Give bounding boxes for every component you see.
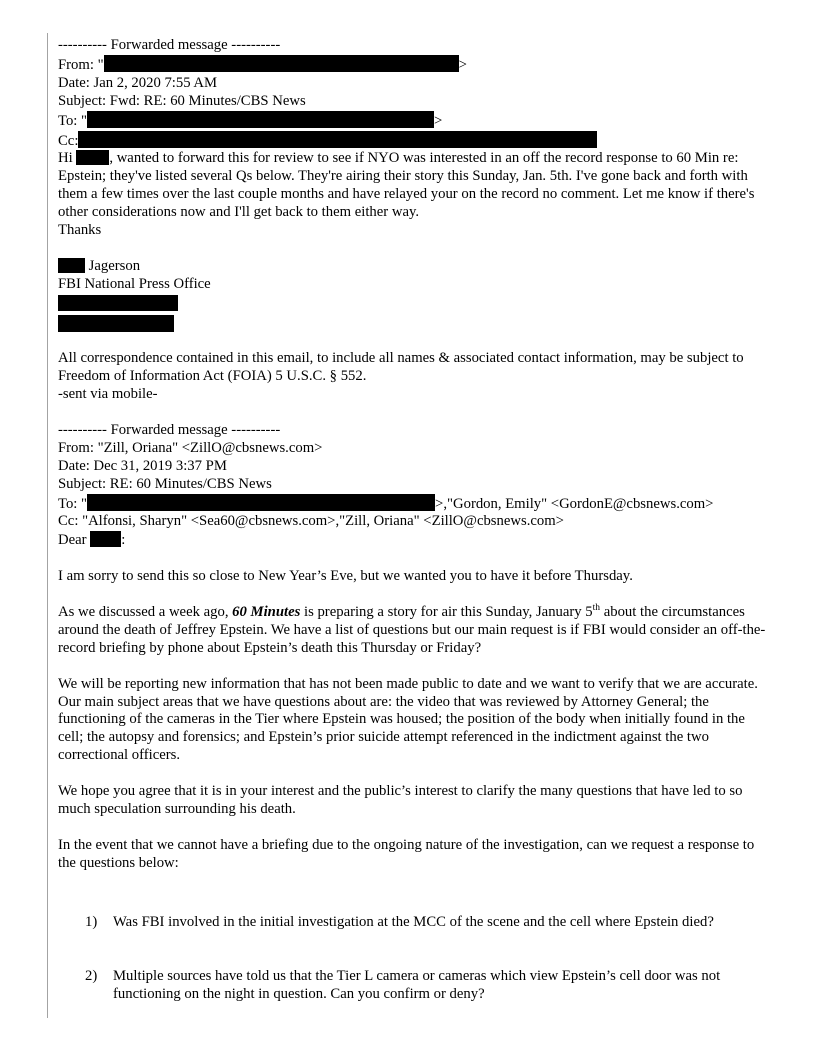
redaction-bar — [87, 111, 434, 128]
question-item — [58, 914, 772, 932]
redaction-bar — [58, 295, 178, 311]
paragraph-text: I am sorry to send this so close to New Year’s Eve, but we wanted you to have it before Thursday. — [58, 568, 633, 585]
subject-line — [58, 476, 772, 494]
redaction-bar — [76, 150, 109, 165]
left-margin-line — [47, 33, 48, 1018]
divider-text: ---------- Forwarded message ---------- — [58, 37, 281, 53]
foia-notice-text: All correspondence contained in this email, to include all names & associated contact information, may be subject to Freedom of Information Act (FOIA) 5 U.S.C. § 552. — [58, 350, 744, 385]
paragraph-text: is preparing a story for air this Sunday, January 5 — [300, 603, 593, 620]
show-title-emphasis: 60 Minutes — [232, 603, 301, 620]
cc-line — [58, 513, 772, 531]
blank-line — [58, 550, 772, 568]
question-item — [58, 968, 772, 1004]
subject-text: Subject: RE: 60 Minutes/CBS News — [58, 475, 272, 492]
signature-name: Jagerson — [85, 257, 141, 274]
from-label: From: " — [58, 56, 104, 73]
paragraph-text: We will be reporting new information that has not been made public to date and we want to verify that we are accurate. Our main subject areas that we have questions about are: the video that was reviewed by Attorney General; the functioning of the cameras in the Tier where Epstein was housed; the position of the body when initially found in the cell; the autopsy and forensics; and Epstein’s prior suicide attempt referenced in the indictment against the two correctional officers. — [58, 675, 758, 764]
to-suffix: > — [434, 112, 443, 129]
divider-text: ---------- Forwarded message ---------- — [58, 421, 281, 438]
email1-body — [58, 150, 772, 222]
signature-name-line — [58, 258, 772, 276]
date-text: Date: Dec 31, 2019 3:37 PM — [58, 457, 227, 474]
blank-line — [58, 404, 772, 422]
redaction-bar — [58, 258, 85, 273]
question-number: 1) — [85, 913, 98, 930]
blank-line — [58, 586, 772, 604]
cc-text: Cc: "Alfonsi, Sharyn" <Sea60@cbsnews.com>,"Zill, Oriana" <ZillO@cbsnews.com> — [58, 513, 564, 530]
sent-via-mobile-line — [58, 386, 772, 404]
to-line — [58, 111, 772, 131]
paragraph — [58, 676, 772, 766]
from-suffix: > — [458, 56, 467, 73]
paragraph — [58, 837, 772, 873]
to-suffix: >,"Gordon, Emily" <GordonE@cbsnews.com> — [435, 495, 714, 512]
blank-line — [58, 240, 772, 258]
signature-office-line — [58, 276, 772, 294]
question-number: 2) — [85, 968, 98, 985]
paragraph-text: We hope you agree that it is in your interest and the public’s interest to clarify the many questions that have led to so much speculation surrounding his death. — [58, 783, 743, 817]
body-text: , wanted to forward this for review to see if NYO was interested in an off the record response to 60 Min re: Epstein; they've listed several Qs below. They're airing their story this Sunday, Jan. 5th. I've gone back and forth with them a few times over the last couple months and have relayed your on the record no comment. Let me know if there's other considerations now and I'll get back to them either way. — [58, 150, 755, 221]
signature-redacted-line — [58, 315, 772, 333]
blank-line — [58, 332, 772, 350]
forwarded-divider — [58, 422, 772, 440]
date-text: Date: Jan 2, 2020 7:55 AM — [58, 74, 218, 91]
superscript-ordinal: th — [592, 603, 601, 614]
from-text: From: "Zill, Oriana" <ZillO@cbsnews.com> — [58, 439, 323, 456]
forwarded-divider — [58, 37, 772, 55]
sent-via-text: -sent via mobile- — [58, 386, 158, 403]
signature-redacted-line — [58, 295, 772, 313]
salutation-suffix: : — [121, 532, 126, 549]
salutation-line — [58, 531, 772, 550]
blank-line — [58, 658, 772, 676]
question-text: Multiple sources have told us that the Tier L camera or cameras which view Epstein’s cell door was not functioning on the night in question. Can you confirm or deny? — [113, 968, 721, 1003]
paragraph — [58, 568, 772, 586]
paragraph — [58, 604, 772, 658]
paragraph — [58, 783, 772, 819]
thanks-text: Thanks — [58, 222, 102, 239]
paragraph-text: In the event that we cannot have a briefing due to the ongoing nature of the investigation, can we request a response to the questions below: — [58, 836, 755, 871]
greeting-text: Hi — [58, 150, 77, 167]
date-line — [58, 458, 772, 476]
to-label: To: " — [58, 112, 88, 129]
subject-text: Subject: Fwd: RE: 60 Minutes/CBS News — [58, 92, 306, 109]
date-line — [58, 75, 772, 93]
salutation-text: Dear — [58, 532, 91, 549]
paragraph-text: As we discussed a week ago, — [58, 603, 233, 620]
blank-line — [58, 819, 772, 837]
paragraph-text: about the circumstances around the death of Jeffrey Epstein. We have a list of questions but our main request is if FBI would consider an off-the-record briefing by phone about Epstein’s death this Thursday or Friday? — [58, 603, 766, 656]
email-document — [58, 37, 772, 1004]
redaction-bar — [90, 531, 121, 547]
redaction-bar — [58, 315, 174, 332]
signature-office: FBI National Press Office — [58, 275, 211, 292]
to-line — [58, 494, 772, 514]
redaction-bar — [104, 55, 459, 72]
thanks-line — [58, 222, 772, 240]
question-text: Was FBI involved in the initial investigation at the MCC of the scene and the cell where Epstein died? — [113, 913, 714, 930]
from-line — [58, 440, 772, 458]
from-line — [58, 55, 772, 75]
cc-label: Cc: — [58, 132, 79, 149]
foia-notice — [58, 350, 772, 386]
subject-line — [58, 93, 772, 111]
cc-line — [58, 131, 772, 151]
redaction-bar — [87, 494, 435, 511]
redaction-bar — [78, 131, 597, 148]
to-label: To: " — [58, 495, 88, 512]
blank-line — [58, 765, 772, 783]
